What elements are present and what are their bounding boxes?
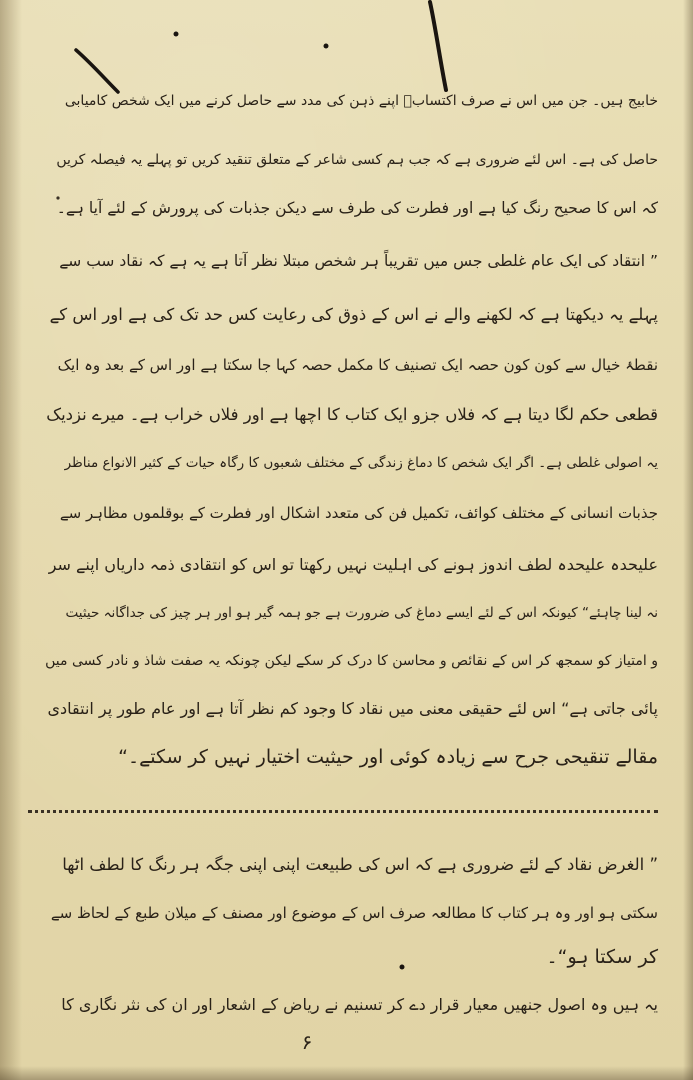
quotation-line: قطعی حکم لگا دیتا ہے کہ فلاں جزو ایک کتاب کا اچھا ہے اور فلاں خراب ہے۔ میرے نزدیک (46, 405, 658, 424)
quotation-line: نہ لینا چاہئے“ کیونکہ اس کے لئے ایسے دماغ کی ضرورت ہے جو ہمہ گیر ہو اور ہر چیز کی جداگانہ حیثیت (65, 605, 658, 621)
quotation-line: علیحدہ علیحدہ لطف اندوز ہونے کی اہلیت نہیں رکھتا تو اس کو انتقادی ذمہ داریاں اپنے سر (48, 555, 658, 574)
quotation-line: پہلے یہ دیکھتا ہے کہ لکھنے والے نے اس کے ذوق کی رعایت کس حد تک کی ہے اور اس کے (49, 305, 658, 324)
quotation-line: یہ اصولی غلطی ہے۔ اگر ایک شخص کا دماغ زندگی کے مختلف شعبوں کا رگاہ حیات کے کثیر الانواع مناظر (64, 455, 658, 471)
quotation-line: سکتی ہو اور وہ ہر کتاب کا مطالعہ صرف اس کے موضوع اور مصنف کے میلان طبع کے لحاظ سے (50, 904, 658, 922)
quotation-line: مقالے تنقیحی جرح سے زیادہ کوئی اور حیثیت اختیار نہیں کر سکتے۔“ (118, 746, 658, 768)
quotation-line: پائی جاتی ہے“ اس لئے حقیقی معنی میں نقاد کا وجود کم نظر آتا ہے اور عام طور پر انتقادی (47, 699, 658, 718)
quotation-line: و امتیاز کو سمجھ کر اس کے نقائص و محاسن کا درک کر سکے لیکن چونکہ یہ صفت شاذ و نادر کسی میں (45, 653, 658, 669)
quotation-line: نقطۂ خیال سے کون کون حصہ ایک تصنیف کا مکمل حصہ کہا جا سکتا ہے اور اس کے بعد وہ ایک (57, 356, 658, 374)
quotation-line: جذبات انسانی کے مختلف کوائف، تکمیل فن کی متعدد اشکال اور فطرت کے بوقلموں مظاہر سے (59, 504, 658, 522)
paragraph-line: حاصل کی ہے۔ اس لئے ضروری ہے کہ جب ہم کسی شاعر کے متعلق تنقید کریں تو پہلے یہ فیصلہ کریں (56, 152, 658, 168)
quotation-line: ” الغرض نقاد کے لئے ضروری ہے کہ اس کی طبیعت اپنی اپنی جگہ ہر رنگ کا لطف اٹھا (62, 855, 658, 874)
paragraph-line: کہ اس کا صحیح رنگ کیا ہے اور فطرت کی طرف سے دیکن جذبات کی پرورش کے لئے آیا ہے۔ (56, 199, 658, 217)
quotation-line: ” انتقاد کی ایک عام غلطی جس میں تقریباً ہر شخص مبتلا نظر آتا ہے یہ ہے کہ نقاد سب سے (59, 252, 658, 270)
dotted-divider (28, 810, 658, 813)
paragraph-line: خابیج ہیں۔ جن میں اس نے صرف اکتسابؔ اپنے ذہن کی مدد سے حاصل کرنے میں ایک شخص کامیابی (64, 93, 658, 109)
page-number: ۶ (301, 1030, 313, 1054)
paragraph-line: یہ ہیں وہ اصول جنھیں معیار قرار دے کر تسنیم نے ریاض کے اشعار اور ان کی نثر نگاری کا (61, 995, 658, 1014)
quotation-line: کر سکتا ہو“۔ (546, 946, 658, 968)
